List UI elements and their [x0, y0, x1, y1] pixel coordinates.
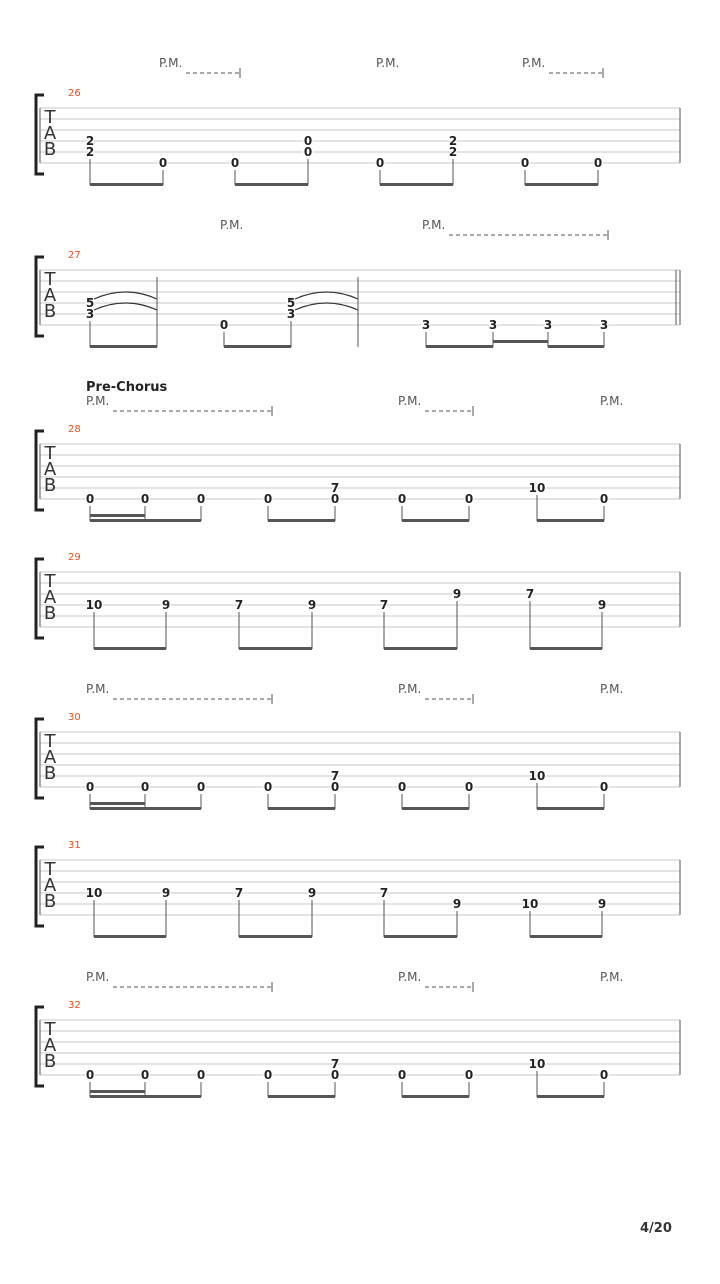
tab-clef-letter: A: [43, 747, 57, 768]
tab-clef-letter: T: [44, 1019, 56, 1040]
tie: [295, 303, 358, 310]
beam: [537, 519, 604, 522]
fret-number: 0: [599, 780, 609, 794]
fret-number: 7: [330, 769, 340, 783]
tab-clef-letter: A: [43, 1035, 57, 1056]
fret-number: 0: [464, 492, 474, 506]
fret-number: 2: [85, 134, 95, 148]
palm-mute-label: P.M.: [86, 970, 110, 984]
beam: [90, 519, 201, 522]
tab-clef-letter: A: [43, 123, 57, 144]
fret-number: 0: [303, 134, 313, 148]
tie: [94, 303, 157, 310]
fret-number: 7: [379, 886, 389, 900]
fret-number: 0: [85, 1068, 95, 1082]
tie: [94, 292, 157, 299]
tab-clef-letter: T: [44, 443, 56, 464]
fret-number: 0: [330, 780, 340, 794]
tab-clef-letter: B: [43, 603, 57, 624]
beam: [90, 345, 157, 348]
tab-clef-letter: B: [43, 891, 57, 912]
beam: [224, 345, 291, 348]
beam: [380, 183, 453, 186]
beam: [530, 935, 602, 938]
tab-clef-letter: A: [43, 587, 57, 608]
beam: [530, 647, 602, 650]
beam-secondary: [90, 1090, 145, 1093]
fret-number: 9: [597, 598, 607, 612]
fret-number: 7: [525, 587, 535, 601]
fret-number: 3: [488, 318, 498, 332]
beam: [402, 519, 469, 522]
palm-mute-label: P.M.: [600, 970, 624, 984]
palm-mute-label: P.M.: [220, 218, 244, 232]
fret-number: 2: [448, 134, 458, 148]
fret-number: 0: [330, 1068, 340, 1082]
beam: [268, 807, 335, 810]
fret-number: 9: [597, 897, 607, 911]
palm-mute-label: P.M.: [86, 682, 110, 696]
fret-number: 0: [330, 492, 340, 506]
beam: [402, 807, 469, 810]
fret-number: 0: [303, 145, 313, 159]
fret-number: 0: [520, 156, 530, 170]
fret-number: 0: [263, 492, 273, 506]
section-label: Pre-Chorus: [86, 380, 168, 395]
tab-clef-letter: T: [44, 731, 56, 752]
fret-number: 2: [85, 145, 95, 159]
fret-number: 0: [375, 156, 385, 170]
palm-mute-label: P.M.: [600, 682, 624, 696]
palm-mute-label: P.M.: [422, 218, 446, 232]
beam: [90, 807, 201, 810]
fret-number: 0: [219, 318, 229, 332]
fret-number: 9: [452, 897, 462, 911]
beam: [537, 807, 604, 810]
palm-mute-label: P.M.: [600, 394, 624, 408]
beam-secondary: [90, 802, 145, 805]
tab-clef-letter: B: [43, 475, 57, 496]
fret-number: 0: [196, 1068, 206, 1082]
fret-number: 9: [452, 587, 462, 601]
beam: [268, 1095, 335, 1098]
measure-number: 27: [68, 250, 81, 261]
fret-number: 10: [528, 769, 546, 783]
fret-number: 0: [397, 492, 407, 506]
fret-number: 0: [593, 156, 603, 170]
measure-number: 28: [68, 424, 81, 435]
tab-clef-letter: B: [43, 139, 57, 160]
fret-number: 3: [286, 307, 296, 321]
fret-number: 0: [196, 780, 206, 794]
fret-number: 5: [85, 296, 95, 310]
fret-number: 10: [85, 598, 103, 612]
measure-number: 29: [68, 552, 81, 563]
fret-number: 9: [307, 598, 317, 612]
fret-number: 7: [330, 481, 340, 495]
fret-number: 0: [158, 156, 168, 170]
page-number: 4/20: [640, 1221, 672, 1236]
fret-number: 10: [528, 481, 546, 495]
fret-number: 0: [140, 492, 150, 506]
fret-number: 0: [230, 156, 240, 170]
beam: [239, 647, 312, 650]
beam: [537, 1095, 604, 1098]
beam: [94, 935, 166, 938]
tab-clef-letter: B: [43, 763, 57, 784]
measure-number: 31: [68, 840, 81, 851]
palm-mute-label: P.M.: [159, 56, 183, 70]
fret-number: 0: [140, 1068, 150, 1082]
fret-number: 0: [464, 1068, 474, 1082]
palm-mute-label: P.M.: [398, 394, 422, 408]
fret-number: 3: [421, 318, 431, 332]
beam: [426, 345, 493, 348]
measure-number: 32: [68, 1000, 81, 1011]
fret-number: 0: [397, 780, 407, 794]
beam: [235, 183, 308, 186]
palm-mute-label: P.M.: [376, 56, 400, 70]
fret-number: 9: [161, 598, 171, 612]
tab-clef-letter: A: [43, 285, 57, 306]
fret-number: 0: [85, 492, 95, 506]
fret-number: 3: [543, 318, 553, 332]
tab-clef-letter: B: [43, 1051, 57, 1072]
fret-number: 0: [263, 780, 273, 794]
palm-mute-label: P.M.: [86, 394, 110, 408]
fret-number: 10: [85, 886, 103, 900]
fret-number: 3: [85, 307, 95, 321]
beam: [239, 935, 312, 938]
fret-number: 9: [307, 886, 317, 900]
measure-number: 30: [68, 712, 81, 723]
fret-number: 0: [599, 1068, 609, 1082]
tab-clef-letter: T: [44, 571, 56, 592]
fret-number: 0: [263, 1068, 273, 1082]
tie: [295, 292, 358, 299]
fret-number: 0: [397, 1068, 407, 1082]
fret-number: 9: [161, 886, 171, 900]
tab-clef-letter: B: [43, 301, 57, 322]
tab-clef-letter: T: [44, 269, 56, 290]
tab-clef-letter: A: [43, 875, 57, 896]
fret-number: 0: [140, 780, 150, 794]
beam: [384, 647, 457, 650]
fret-number: 7: [234, 886, 244, 900]
beam: [525, 183, 598, 186]
beam-secondary: [90, 514, 145, 517]
beam: [384, 935, 457, 938]
palm-mute-label: P.M.: [522, 56, 546, 70]
fret-number: 7: [379, 598, 389, 612]
fret-number: 7: [330, 1057, 340, 1071]
fret-number: 7: [234, 598, 244, 612]
fret-number: 2: [448, 145, 458, 159]
palm-mute-label: P.M.: [398, 970, 422, 984]
fret-number: 10: [528, 1057, 546, 1071]
tab-clef-letter: T: [44, 859, 56, 880]
measure-number: 26: [68, 88, 81, 99]
beam-secondary: [493, 340, 548, 343]
fret-number: 0: [85, 780, 95, 794]
beam: [268, 519, 335, 522]
fret-number: 5: [286, 296, 296, 310]
beam: [90, 1095, 201, 1098]
fret-number: 3: [599, 318, 609, 332]
fret-number: 10: [521, 897, 539, 911]
fret-number: 0: [196, 492, 206, 506]
palm-mute-label: P.M.: [398, 682, 422, 696]
beam: [548, 345, 604, 348]
fret-number: 0: [599, 492, 609, 506]
tab-clef-letter: T: [44, 107, 56, 128]
fret-number: 0: [464, 780, 474, 794]
beam: [94, 647, 166, 650]
beam: [402, 1095, 469, 1098]
tab-clef-letter: A: [43, 459, 57, 480]
beam: [90, 183, 163, 186]
